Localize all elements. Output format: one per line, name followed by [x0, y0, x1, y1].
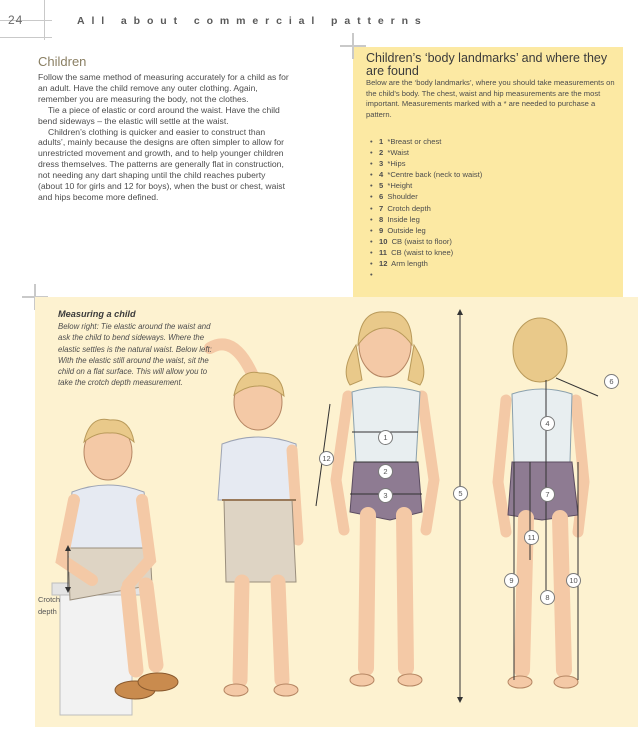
list-item-label: Shoulder	[387, 192, 418, 202]
bullet-icon: •	[370, 148, 373, 158]
list-item-number: 1	[379, 137, 384, 146]
marker-5: 5	[453, 486, 468, 501]
caption-title: Measuring a child	[58, 309, 136, 319]
seated-child	[52, 419, 178, 715]
list-item-number: 9	[379, 225, 384, 235]
marker-8: 8	[540, 590, 555, 605]
bullet-icon: •	[370, 270, 373, 280]
list-item-number: 5	[379, 181, 384, 191]
list-item-label: Crotch depth	[387, 203, 431, 213]
bullet-icon: •	[370, 236, 373, 246]
list-item-number: 2	[379, 148, 384, 158]
bullet-icon: •	[370, 159, 373, 169]
list-item-label: *Waist	[387, 148, 410, 158]
list-item-number: 4	[379, 170, 384, 180]
figure-caption	[58, 309, 214, 389]
list-item-label: *Breast or chest	[387, 137, 442, 146]
bullet-icon: •	[370, 181, 373, 191]
paragraph: Tie a piece of elastic or cord around the waist. Have the child bend sideways – the elastic will settle at the waist.	[38, 104, 280, 126]
marker-9: 9	[504, 573, 519, 588]
bullet-icon: •	[370, 247, 373, 257]
marker-11: 11	[524, 530, 539, 545]
page-number: 24	[8, 13, 24, 27]
running-head: All about commercial patterns	[77, 15, 428, 27]
caption-text: Below right: Tie elastic around the waist and ask the child to bend sideways. Where the elastic settles is the natural waist. Below left: With the elastic still around the waist, sit the child on a flat surface. This will allow you to take the crotch depth measurement.	[58, 322, 212, 388]
list-item-label: *Hips	[387, 159, 406, 169]
list-item-label: CB (waist to floor)	[391, 236, 452, 246]
list-item-label: *Height	[387, 181, 413, 191]
bullet-icon: •	[370, 192, 373, 202]
marker-6: 6	[604, 374, 619, 389]
list-item-number: 8	[379, 214, 384, 224]
list-item-label: Inside leg	[387, 214, 420, 224]
list-item-number: 12	[379, 259, 388, 269]
section-title: Children	[38, 54, 87, 69]
paragraph: Children’s clothing is quicker and easier to construct than adults’, mainly because the designs are often simpler to allow for unrestricted movement and growth, and to help younger children dress themselves. The patterns are generally flat in construction, not needing any dart shaping until the child reaches puberty (about 10 for girls and 12 for boys), when the bust or chest, waist and hips become more defined.	[38, 126, 285, 202]
marker-1: 1	[378, 430, 393, 445]
list-item-label: Outside leg	[387, 225, 426, 235]
crotch-depth-label: Crotch depth	[38, 595, 61, 616]
landmarks-intro: Below are the ‘body landmarks’, where you should take measurements on the child’s body. The chest, waist and hip measurements are the most important. Measurements marked with a * are needed to purchase a pattern.	[366, 78, 615, 119]
bullet-icon: •	[370, 137, 373, 146]
marker-2: 2	[378, 464, 393, 479]
marker-10: 10	[566, 573, 581, 588]
bullet-icon: •	[370, 203, 373, 213]
marker-4: 4	[540, 416, 555, 431]
list-item-number: 11	[379, 247, 388, 257]
landmarks-title: Children’s ‘body landmarks’ and where they are found	[366, 51, 608, 78]
list-item-number: 7	[379, 203, 384, 213]
front-girl	[316, 309, 463, 703]
list-item-label: *Centre back (neck to waist)	[387, 170, 483, 180]
standing-boy	[210, 344, 300, 696]
marker-3: 3	[378, 488, 393, 503]
list-item-number: 6	[379, 192, 384, 202]
list-item-label: CB (waist to knee)	[391, 247, 454, 257]
marker-12: 12	[319, 451, 334, 466]
bullet-icon: •	[370, 214, 373, 224]
list-item-number: 10	[379, 236, 388, 246]
bullet-icon: •	[370, 225, 373, 235]
bullet-icon: •	[370, 259, 373, 269]
paragraph: Follow the same method of measuring accurately for a child as for an adult. Have the child remove any outer clothing. Again, remember you are measuring the body, not the clothes.	[38, 72, 289, 104]
list-item-label: Arm length	[391, 259, 428, 269]
marker-7: 7	[540, 487, 555, 502]
list-item-number: 3	[379, 159, 384, 169]
bullet-icon: •	[370, 170, 373, 180]
back-girl	[498, 318, 598, 688]
